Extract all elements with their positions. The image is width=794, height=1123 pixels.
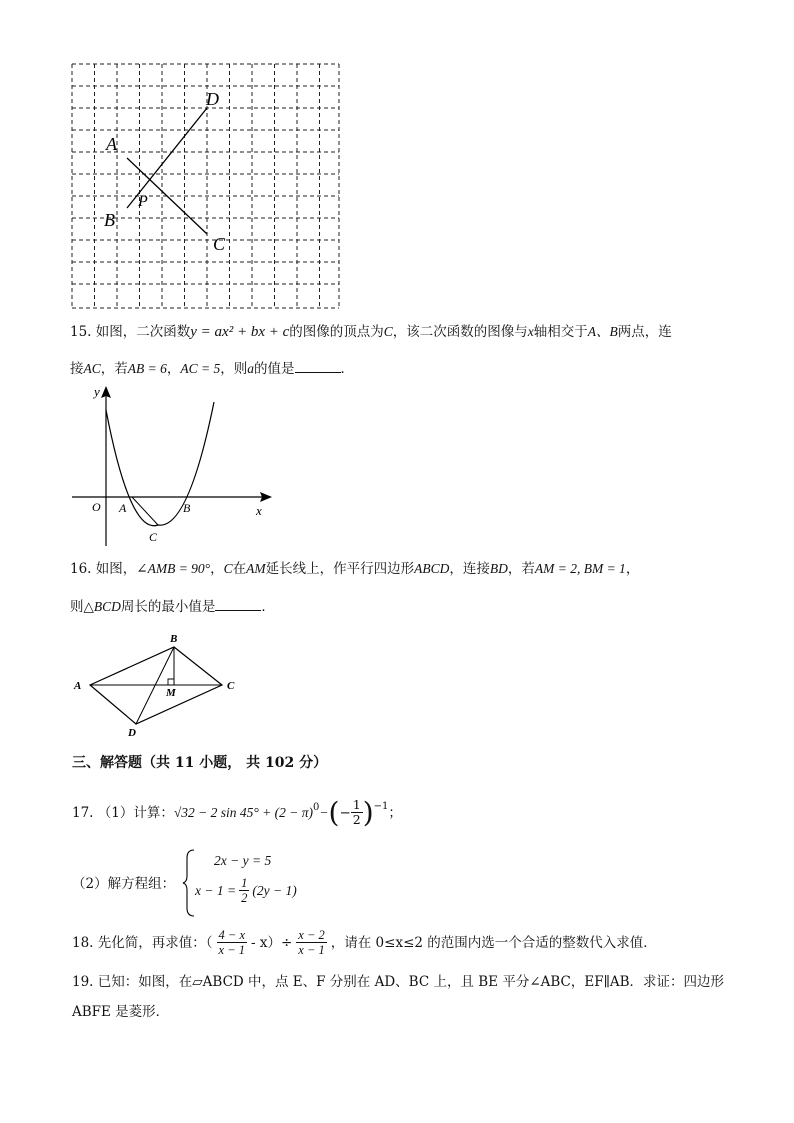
q15-line2: 接AC，若AB = 6，AC = 5，则a的值是 ． [70, 361, 354, 377]
label-y: y [94, 384, 100, 399]
q16-line2: 则△BCD周长的最小值是 ． [70, 599, 275, 615]
label-a: A [74, 680, 82, 692]
q18-line: 18. 先化简，再求值：（ $\frac{4 - x}{x - 1}$ - x）÷ $\frac{x - 2}{x - 1}$ ，请在 0≤x≤2 的范围内选一个合适的整数代入求值． [72, 928, 657, 957]
label-c: C [227, 680, 235, 692]
q17-eq2: x − 1 = $\frac{1}{2}$ (2y − 1) [195, 876, 297, 905]
answer-blank [215, 598, 261, 611]
q17-part2-label: （2）解方程组： [72, 876, 176, 892]
answer-blank [295, 360, 341, 373]
label-d: D [128, 727, 136, 739]
label-d: D [206, 89, 219, 109]
label-b: B [183, 501, 191, 515]
q17-part1: 17. （1）计算： √32 − 2 sin 45° + (2 − π) $^0$ − ( − $\frac{1}{2}$ ) $^{-1}$ ； [72, 795, 402, 829]
q17-eq1: 2x − y = 5 [214, 853, 272, 868]
q19-line1: 19. 已知：如图，在▱ABCD 中，点 E、F 分别在 AD、BC 上，且 BE 平分∠ABC，EF∥AB．求证：四边形 [72, 974, 725, 990]
label-o: O [92, 500, 101, 514]
right-angle-mark [168, 679, 174, 685]
system-brace [182, 848, 196, 918]
label-b: B [104, 210, 115, 230]
section-title: 三、解答题（共 11 小题， 共 102 分） [72, 755, 328, 771]
label-p: P [138, 193, 148, 210]
parallelogram-figure [68, 630, 248, 742]
label-c: C [149, 530, 158, 544]
label-a: A [106, 134, 117, 154]
parabola-figure [68, 380, 278, 550]
label-m: M [166, 687, 176, 699]
label-c: C [213, 234, 226, 254]
grid-figure [68, 60, 344, 312]
q15-line1: 15. 如图，二次函数y = ax² + bx + c的图像的顶点为C，该二次函数的图像与x轴相交于A、B两点，连 [70, 324, 672, 340]
q19-line2: ABFE 是菱形． [72, 1004, 170, 1020]
label-x: x [256, 503, 262, 518]
label-b: B [170, 633, 178, 645]
label-a: A [119, 501, 127, 515]
q16-line1: 16. 如图，∠AMB = 90°，C在AM延长线上，作平行四边形ABCD，连接BD，若AM = 2, BM = 1， [70, 561, 640, 577]
